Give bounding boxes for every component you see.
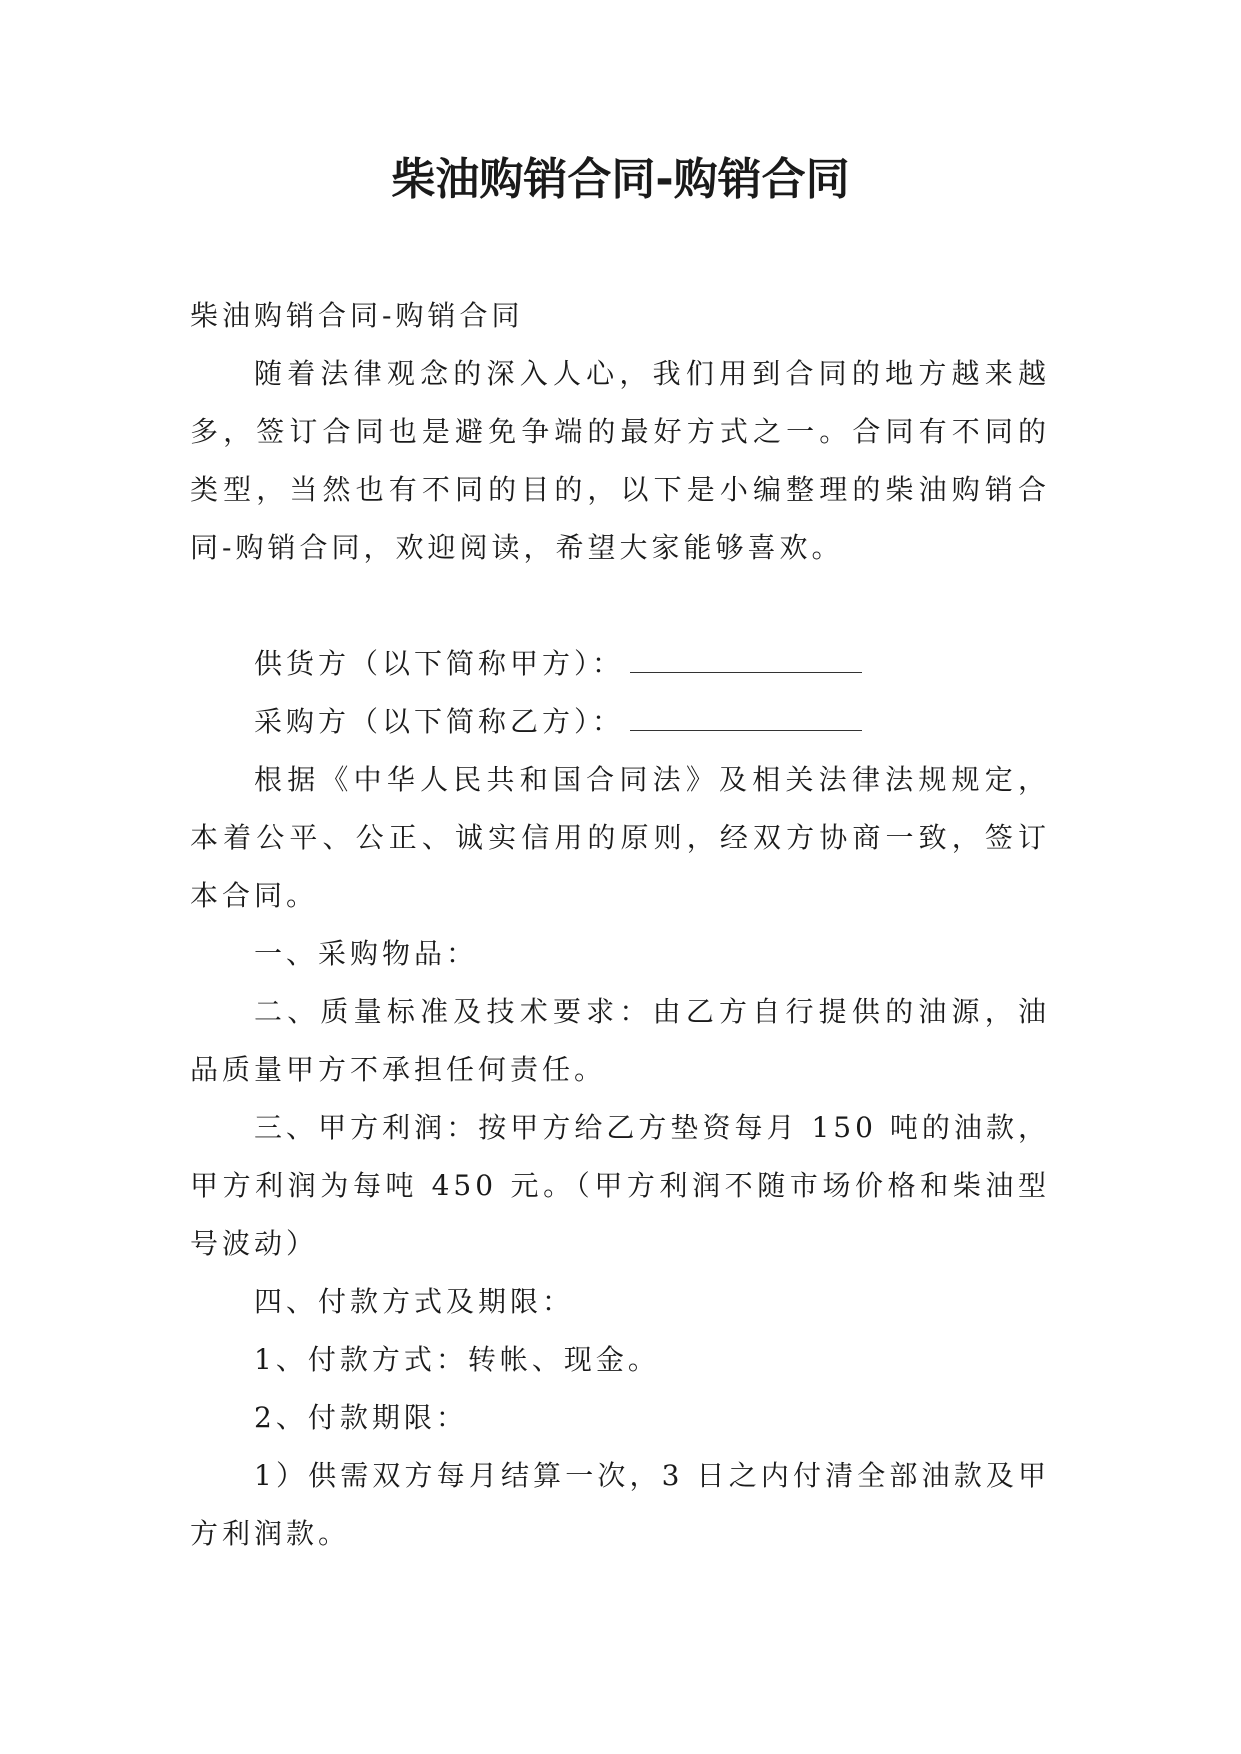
- clause-4-2-1: 1）供需双方每月结算一次，3 日之内付清全部油款及甲方利润款。: [190, 1459, 1050, 1550]
- clause-4-1: 1、付款方式：转帐、现金。: [254, 1343, 660, 1376]
- party-b-blank[interactable]: [630, 700, 862, 731]
- clause-3: 三、甲方利润：按甲方给乙方垫资每月 150 吨的油款，甲方利润为每吨 450 元。（甲方利润不随市场价格和柴油型号波动）: [190, 1111, 1050, 1260]
- document-body: [190, 287, 1050, 1563]
- intro-paragraph: 随着法律观念的深入人心，我们用到合同的地方越来越多，签订合同也是避免争端的最好方式之一。合同有不同的类型，当然也有不同的目的，以下是小编整理的柴油购销合同-购销合同，欢迎阅读，希望大家能够喜欢。: [190, 357, 1050, 564]
- preamble-paragraph: 根据《中华人民共和国合同法》及相关法律法规规定，本着公平、公正、诚实信用的原则，经双方协商一致，签订本合同。: [190, 763, 1050, 912]
- party-a-label: 供货方（以下简称甲方）：: [254, 647, 625, 680]
- clause-4-2: 2、付款期限：: [254, 1401, 468, 1434]
- clause-2: 二、质量标准及技术要求：由乙方自行提供的油源，油品质量甲方不承担任何责任。: [190, 995, 1050, 1086]
- paragraph-gap: [190, 577, 1050, 635]
- clause-4: 四、付款方式及期限：: [254, 1285, 575, 1318]
- party-b-label: 采购方（以下简称乙方）：: [254, 705, 625, 738]
- document-title: 柴油购销合同-购销合同: [391, 154, 850, 205]
- party-a-line: [190, 635, 1050, 693]
- document-subtitle: 柴油购销合同-购销合同: [190, 299, 524, 332]
- clause-1: 一、采购物品：: [254, 937, 479, 970]
- party-b-line: [190, 693, 1050, 751]
- party-a-blank[interactable]: [630, 642, 862, 673]
